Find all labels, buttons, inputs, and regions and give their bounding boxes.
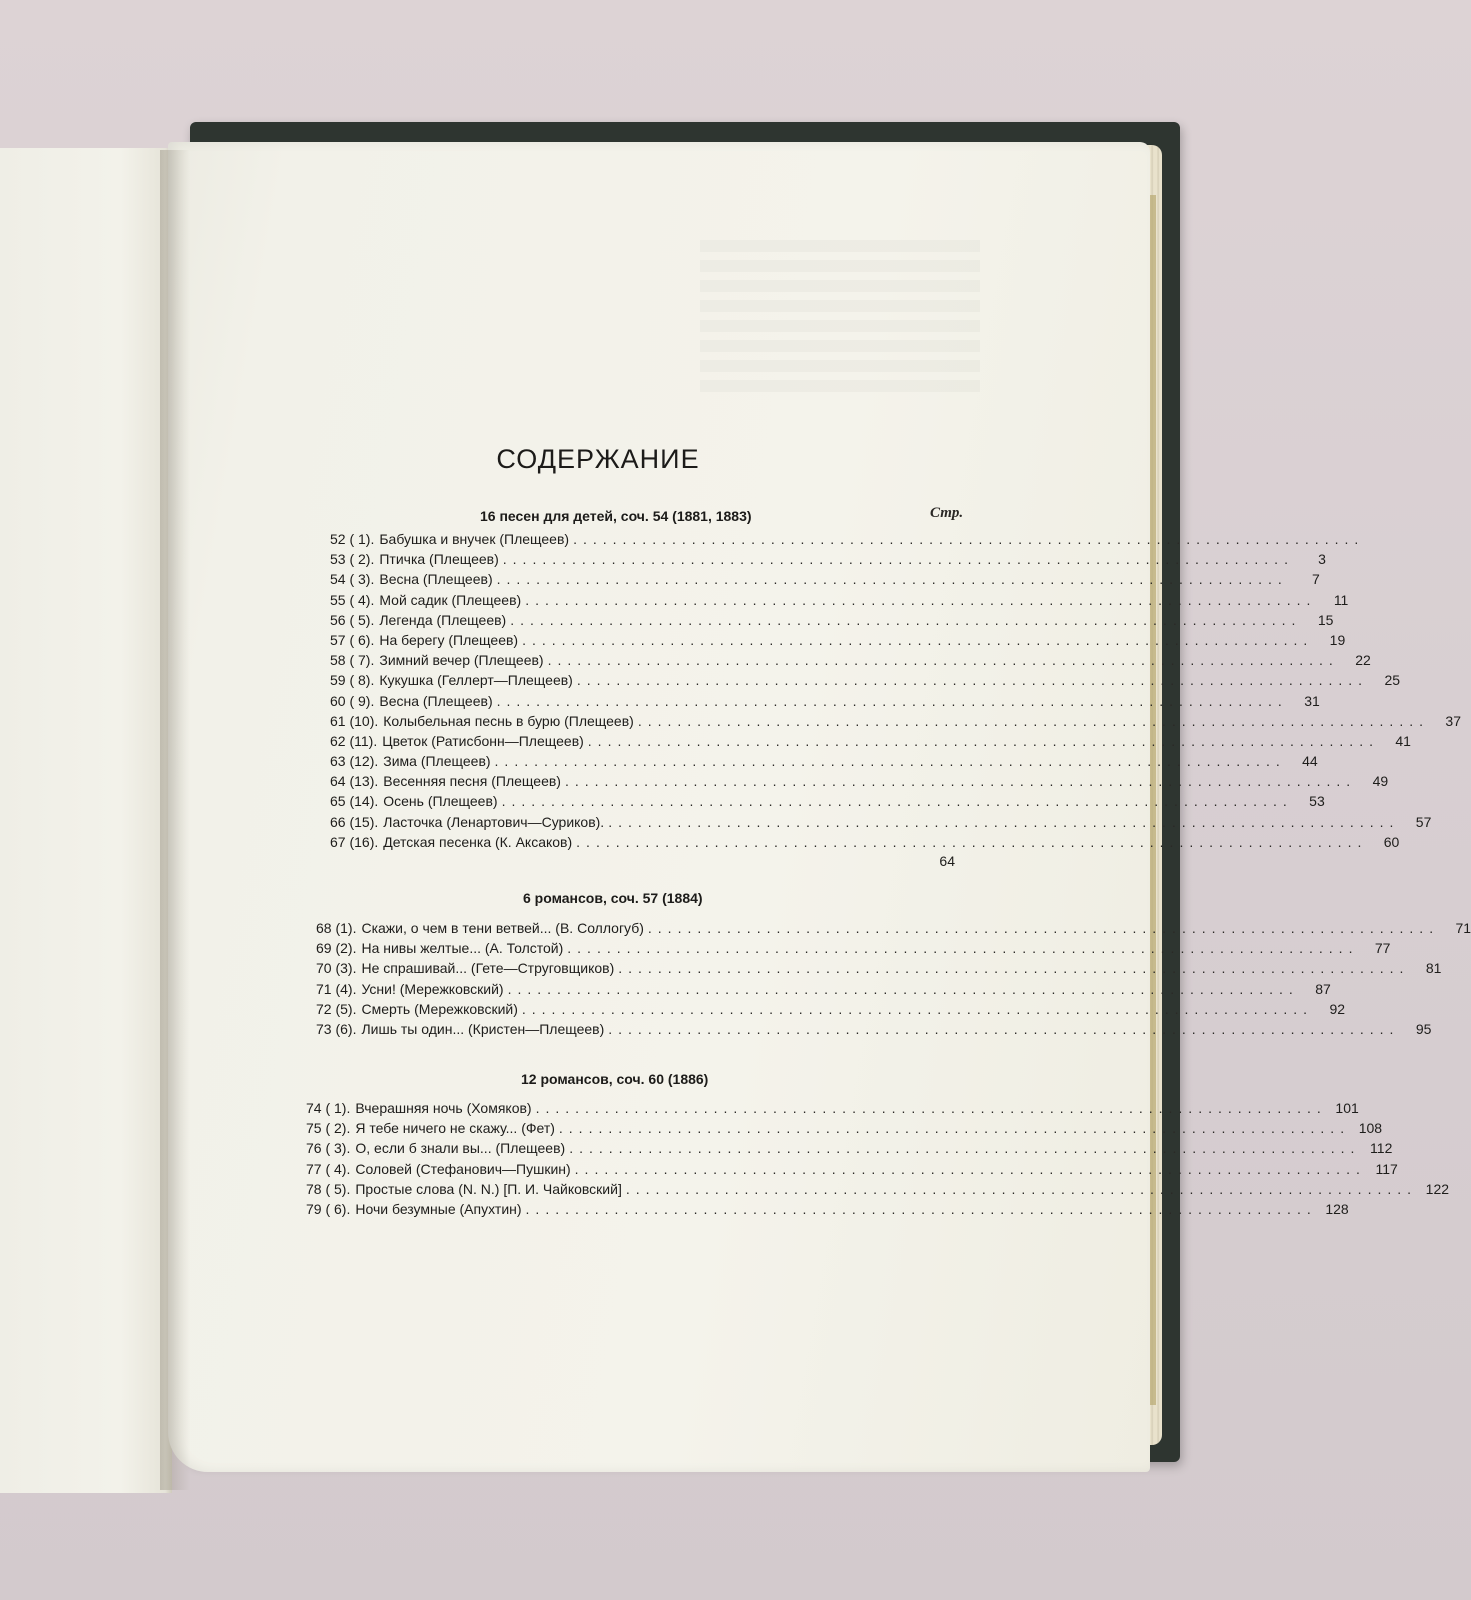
toc-entry-number: 73 (6).: [316, 1020, 357, 1037]
toc-page-number: 60: [1383, 833, 1400, 850]
toc-entry-title: Смерть (Мережковский): [361, 1000, 518, 1017]
toc-page-number: 7: [1311, 571, 1320, 588]
toc-leader-dots: ................................................................................: [525, 1200, 1317, 1217]
toc-extra-page: [930, 853, 955, 873]
toc-page-number: 57: [1415, 813, 1432, 830]
toc-entry-number: 70 (3).: [316, 960, 357, 977]
toc-page-number: 41: [1395, 732, 1411, 749]
toc-page-number: 95: [1415, 1020, 1432, 1037]
toc-page-number: 44: [1302, 753, 1318, 770]
toc-entry: [306, 1140, 1393, 1160]
toc-entry-number: 72 (5).: [316, 1000, 357, 1017]
toc-leader-dots: ................................................................................: [625, 1180, 1418, 1197]
toc-entry-number: 65 (14).: [330, 793, 379, 810]
toc-leader-dots: ................................................................................: [496, 692, 1288, 709]
toc-page-number: 3: [1318, 551, 1326, 568]
toc-page-number: 71: [1455, 920, 1471, 936]
toc-entry-title: Осень (Плещеев): [383, 793, 498, 810]
toc-page-number: 64: [939, 853, 955, 869]
toc-leader-dots: ................................................................................: [587, 732, 1379, 749]
toc-entry-number: 69 (2).: [316, 940, 357, 957]
toc-entry: [316, 1020, 1432, 1041]
toc-entry-title: Вчерашняя ночь (Хомяков): [355, 1100, 532, 1116]
toc-page-number: 122: [1425, 1180, 1450, 1197]
toc-entry: [330, 833, 1400, 854]
toc-entry-number: 57 ( 6).: [330, 631, 375, 648]
toc-page-number: 19: [1329, 631, 1346, 648]
toc-entry: [330, 551, 1326, 571]
toc-page-number: 128: [1325, 1200, 1349, 1217]
toc-entry: [330, 793, 1325, 813]
toc-entry: [306, 1120, 1383, 1140]
toc-entry-title: На берегу (Плещеев): [379, 631, 519, 648]
toc-entry-number: 79 ( 6).: [306, 1200, 351, 1217]
toc-page-number: 101: [1335, 1100, 1359, 1116]
page-title: СОДЕРЖАНИЕ: [496, 444, 700, 474]
toc-leader-dots: ................................................................................: [608, 813, 1400, 830]
section-heading-op57: 6 романсов, соч. 57 (1884): [523, 890, 703, 906]
toc-entry-title: Кукушка (Геллерт—Плещеев): [379, 672, 573, 689]
toc-leader-dots: ................................................................................: [569, 1140, 1361, 1157]
toc-page-number: 11: [1333, 591, 1349, 608]
toc-entry-title: Лишь ты один... (Кристен—Плещеев): [361, 1020, 605, 1037]
toc-page-number: 81: [1425, 960, 1442, 977]
toc-page-number: 49: [1372, 773, 1389, 790]
toc-entry: [330, 692, 1320, 713]
toc-entry-title: Простые слова (N. N.) [П. И. Чайковский]: [355, 1180, 622, 1197]
toc-entry-number: 56 ( 5).: [330, 611, 375, 628]
toc-entry: [330, 611, 1334, 632]
toc-entry-number: 66 (15).: [330, 813, 379, 830]
toc-leader-dots: ................................................................................: [564, 773, 1357, 790]
toc-entry: [316, 940, 1391, 960]
toc-page-number: 108: [1358, 1120, 1383, 1137]
toc-entry-number: 68 (1).: [316, 920, 357, 936]
toc-entry-title: Весна (Плещеев): [379, 692, 493, 709]
page-column-label: Стр.: [930, 505, 964, 521]
toc-page-number: 117: [1375, 1160, 1398, 1177]
toc-leader-dots: ................................................................................: [522, 631, 1314, 648]
toc-entry: [330, 773, 1389, 793]
toc-page-number: 15: [1317, 611, 1334, 628]
toc-entry-title: Соловей (Стефанович—Пушкин): [355, 1160, 571, 1177]
toc-entry-number: 74 ( 1).: [306, 1100, 351, 1116]
toc-leader-dots: ................................................................................: [525, 591, 1317, 608]
toc-entry-title: Мой садик (Плещеев): [379, 591, 522, 608]
toc-page-number: 112: [1370, 1140, 1393, 1157]
toc-entry-number: 54 ( 3).: [330, 571, 375, 588]
toc-entry-number: 58 ( 7).: [330, 652, 375, 669]
toc-leader-dots: ................................................................................: [547, 652, 1339, 669]
toc-entry: [330, 813, 1432, 834]
toc-entry-number: 71 (4).: [316, 980, 357, 997]
toc-entry: [330, 531, 1365, 551]
toc-leader-dots: ................................................................................: [510, 611, 1302, 628]
toc-leader-dots: ................................................................................: [608, 1020, 1400, 1037]
toc-entry-number: 53 ( 2).: [330, 551, 375, 568]
toc-page-number: 92: [1329, 1000, 1346, 1017]
toc-entry-title: Не спрашивай... (Гете—Струговщиков): [361, 960, 615, 977]
toc-leader-dots: ................................................................................: [507, 980, 1299, 997]
toc-entry-title: Я тебе ничего не скажу... (Фет): [355, 1120, 555, 1137]
toc-entry: [306, 1100, 1359, 1120]
toc-entry: [316, 960, 1442, 980]
toc-page-number: 37: [1445, 712, 1461, 729]
toc-entry-number: 52 ( 1).: [330, 531, 375, 547]
toc-entry-number: 63 (12).: [330, 753, 379, 770]
toc-list-op60: [306, 1100, 1450, 1221]
toc-entry: [306, 1200, 1349, 1221]
toc-list-op54: [330, 531, 1461, 854]
toc-entry: [330, 571, 1320, 591]
toc-entry-number: 75 ( 2).: [306, 1120, 351, 1137]
toc-entry-title: Бабушка и внучек (Плещеев): [379, 531, 570, 547]
toc-entry-title: Детская песенка (К. Аксаков): [383, 833, 573, 850]
toc-entry-title: Цветок (Ратисбонн—Плещеев): [382, 732, 584, 749]
toc-entry-title: На нивы желтые... (А. Толстой): [361, 940, 564, 957]
toc-page-number: 77: [1374, 940, 1391, 957]
toc-leader-dots: ................................................................................: [576, 833, 1368, 850]
toc-leader-dots: ................................................................................: [573, 531, 1365, 547]
toc-leader-dots: ................................................................................: [618, 960, 1410, 977]
toc-entry-title: Усни! (Мережковский): [361, 980, 504, 997]
section-heading-op54: 16 песен для детей, соч. 54 (1881, 1883): [480, 508, 752, 524]
toc-entry-title: Птичка (Плещеев): [379, 551, 499, 568]
toc-entry: [316, 980, 1331, 1001]
toc-entry-number: 59 ( 8).: [330, 672, 375, 689]
toc-entry-number: 77 ( 4).: [306, 1160, 351, 1177]
toc-entry: [330, 591, 1349, 612]
toc-entry-number: 64 (13).: [330, 773, 379, 790]
toc-leader-dots: ................................................................................: [558, 1120, 1351, 1137]
toc-entry-title: Ночи безумные (Апухтин): [355, 1200, 522, 1217]
toc-entry-number: 60 ( 9).: [330, 692, 375, 709]
toc-entry: [306, 1180, 1450, 1201]
toc-entry-title: Ласточка (Ленартович—Суриков).: [383, 813, 605, 830]
toc-leader-dots: ................................................................................: [535, 1100, 1327, 1116]
toc-entry-number: 76 ( 3).: [306, 1140, 351, 1157]
toc-entry-number: 62 (11).: [330, 732, 378, 749]
toc-entry-title: Зима (Плещеев): [383, 753, 491, 770]
toc-page-number: 53: [1309, 793, 1325, 810]
toc-leader-dots: ................................................................................: [637, 712, 1429, 729]
toc-leader-dots: ................................................................................: [567, 940, 1359, 957]
section-heading-op60: 12 романсов, соч. 60 (1886): [521, 1071, 709, 1087]
gutter-shadow: [160, 150, 190, 1490]
toc-page-number: 22: [1355, 652, 1371, 669]
toc-entry-number: 67 (16).: [330, 833, 379, 850]
toc-entry-title: Весенняя песня (Плещеев): [383, 773, 561, 790]
toc-entry-number: 61 (10).: [330, 712, 379, 729]
toc-leader-dots: ................................................................................: [576, 672, 1369, 689]
toc-entry-title: Зимний вечер (Плещеев): [379, 652, 544, 669]
toc-page-number: 87: [1315, 980, 1331, 997]
toc-page-number: 31: [1304, 692, 1320, 709]
toc-leader-dots: ................................................................................: [647, 920, 1440, 936]
toc-entry: [330, 652, 1371, 672]
toc-leader-dots: ................................................................................: [502, 551, 1294, 568]
toc-list-op57: [316, 920, 1471, 1041]
toc-entry-number: 78 ( 5).: [306, 1180, 351, 1197]
toc-entry: [330, 753, 1318, 773]
toc-leader-dots: ................................................................................: [521, 1000, 1314, 1017]
toc-entry-number: 55 ( 4).: [330, 591, 375, 608]
toc-entry: [316, 920, 1471, 940]
toc-entry-title: Весна (Плещеев): [379, 571, 493, 588]
toc-entry-title: О, если б знали вы... (Плещеев): [355, 1140, 566, 1157]
toc-leader-dots: ................................................................................: [501, 793, 1293, 810]
toc-entry: [330, 672, 1401, 692]
toc-entry-title: Скажи, о чем в тени ветвей... (В. Соллогуб): [361, 920, 644, 936]
toc-entry: [330, 712, 1461, 733]
toc-entry: [330, 631, 1346, 652]
toc-entry: [306, 1160, 1398, 1181]
toc-entry-title: Колыбельная песнь в бурю (Плещеев): [383, 712, 634, 729]
toc-entry: [330, 732, 1411, 753]
toc-entry: [316, 1000, 1346, 1021]
left-page: [0, 148, 172, 1493]
toc-leader-dots: ................................................................................: [496, 571, 1288, 588]
toc-entry-title: Легенда (Плещеев): [379, 611, 507, 628]
toc-leader-dots: ................................................................................: [574, 1160, 1366, 1177]
show-through-text: [700, 240, 980, 400]
toc-leader-dots: ................................................................................: [494, 753, 1286, 770]
toc-page-number: 25: [1384, 672, 1401, 689]
